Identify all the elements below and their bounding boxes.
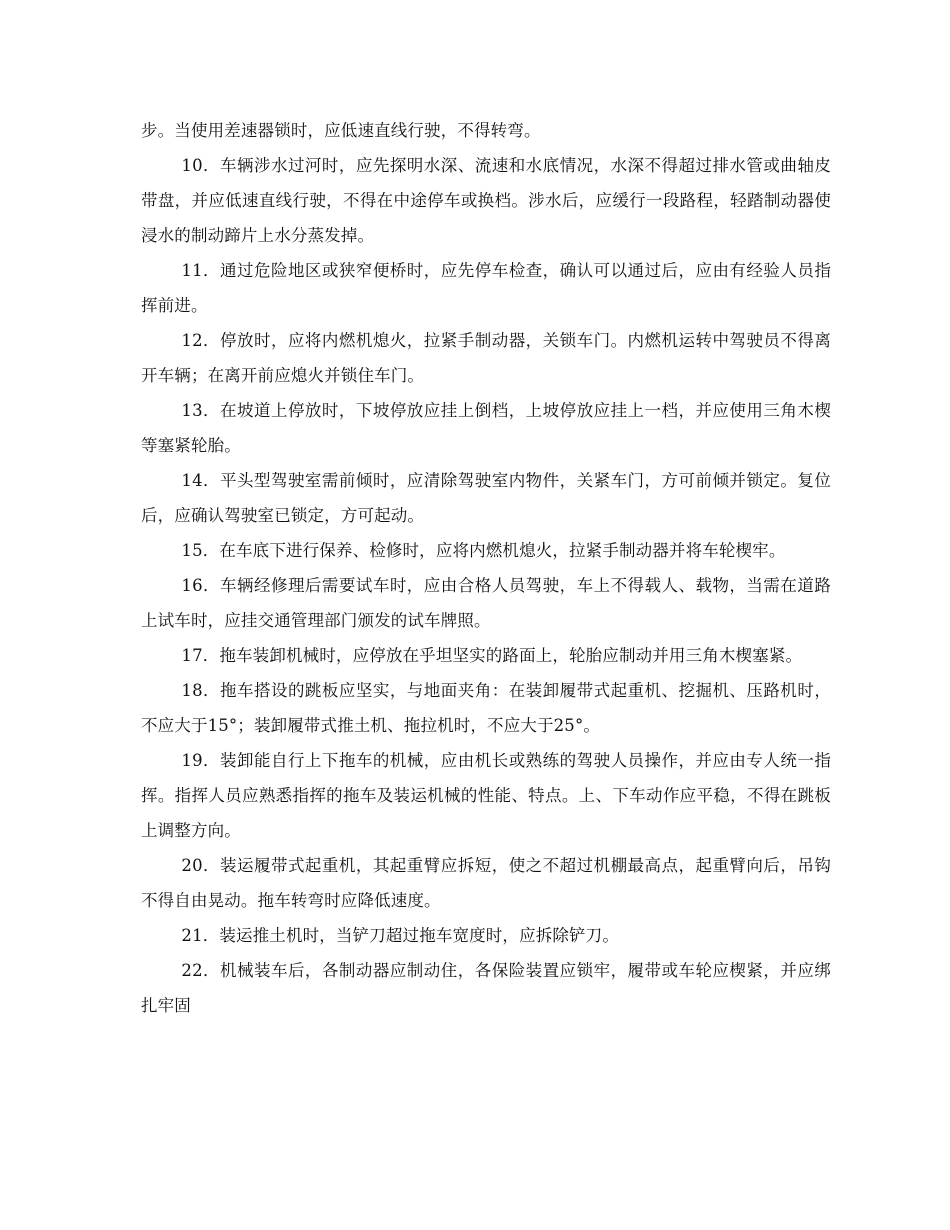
paragraph-item-18: 18．拖车搭设的跳板应坚实，与地面夹角：在装卸履带式起重机、挖掘机、压路机时，不应大于15°；装卸履带式推土机、拖拉机时，不应大于25°。: [141, 681, 831, 735]
paragraph-continuation: 步。当使用差速器锁时，应低速直线行驶，不得转弯。: [141, 121, 541, 140]
paragraph-item-11: 11．通过危险地区或狭窄便桥时，应先停车检查，确认可以通过后，应由有经验人员指挥前进。: [141, 261, 831, 315]
paragraph-item-13: 13．在坡道上停放时，下坡停放应挂上倒档，上坡停放应挂上一档，并应使用三角木楔等塞紧轮胎。: [141, 401, 831, 455]
paragraph-item-12: 12．停放时，应将内燃机熄火，拉紧手制动器，关锁车门。内燃机运转中驾驶员不得离开车辆；在离开前应熄火并锁住车门。: [141, 331, 831, 385]
paragraph-item-21: 21．装运推土机时，当铲刀超过拖车宽度时，应拆除铲刀。: [181, 926, 619, 945]
paragraph-item-17: 17．拖车装卸机械时，应停放在乎坦坚实的路面上，轮胎应制动并用三角木楔塞紧。: [181, 646, 803, 665]
document-page: [141, 113, 831, 1023]
paragraph-item-20: 20．装运履带式起重机，其起重臂应拆短，使之不超过机棚最高点，起重臂向后，吊钩不得自由晃动。拖车转弯时应降低速度。: [141, 856, 831, 910]
paragraph-item-19: 19．装卸能自行上下拖车的机械，应由机长或熟练的驾驶人员操作，并应由专人统一指挥。指挥人员应熟悉指挥的拖车及装运机械的性能、特点。上、下车动作应平稳，不得在跳板上调整方向。: [141, 751, 831, 840]
paragraph-item-15: 15．在车底下进行保养、检修时，应将内燃机熄火，拉紧手制动器并将车轮楔牢。: [181, 541, 786, 560]
paragraph-item-16: 16．车辆经修理后需要试车时，应由合格人员驾驶，车上不得载人、载物，当需在道路上试车时，应挂交通管理部门颁发的试车牌照。: [141, 576, 831, 630]
paragraph-item-10: 10．车辆涉水过河时，应先探明水深、流速和水底情况，水深不得超过排水管或曲轴皮带盘，并应低速直线行驶，不得在中途停车或换档。涉水后，应缓行一段路程，轻踏制动器使浸水的制动蹄片上水分蒸发掉。: [141, 156, 831, 245]
paragraph-item-14: 14．平头型驾驶室需前倾时，应清除驾驶室内物件，关紧车门，方可前倾并锁定。复位后，应确认驾驶室已锁定，方可起动。: [141, 471, 831, 525]
paragraph-item-22: 22．机械装车后，各制动器应制动住，各保险装置应锁牢，履带或车轮应楔紧，并应绑扎牢固: [141, 961, 831, 1015]
